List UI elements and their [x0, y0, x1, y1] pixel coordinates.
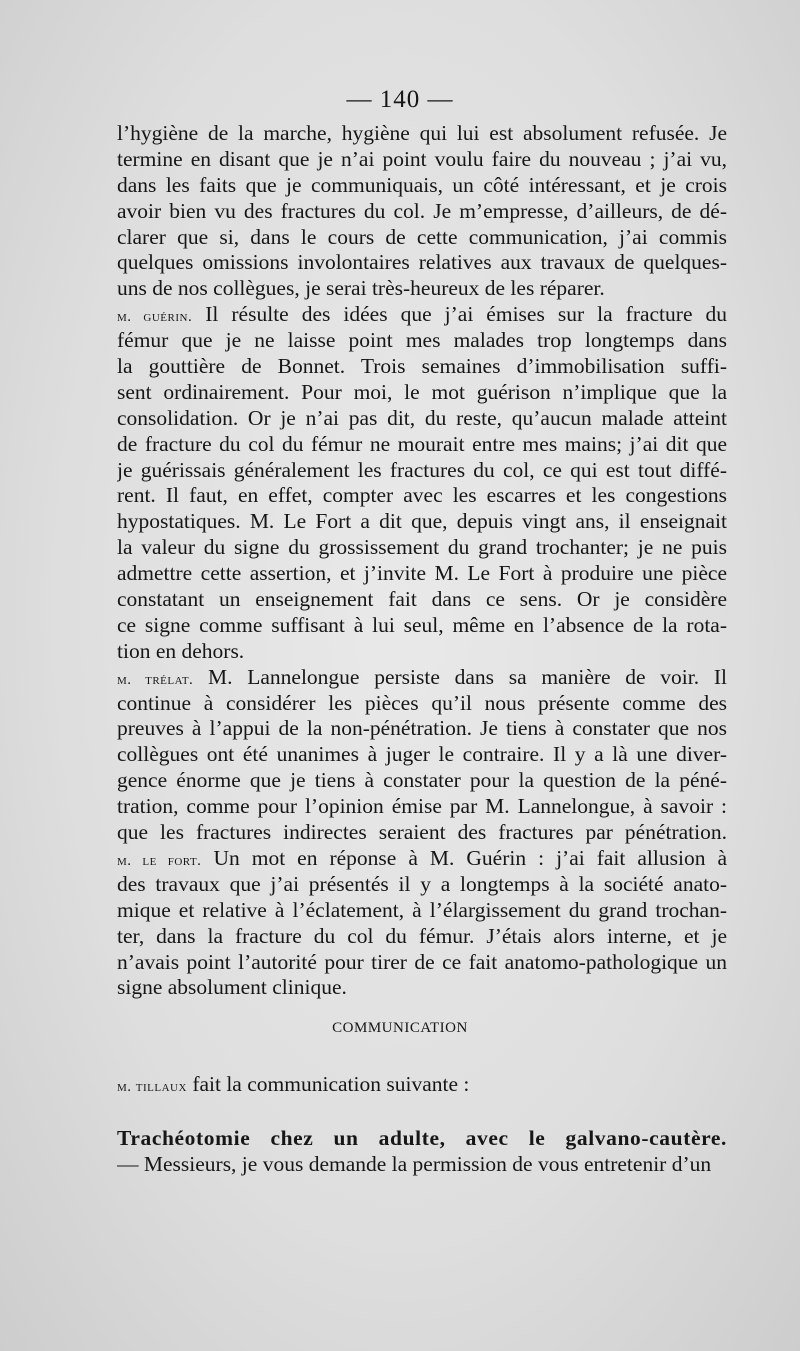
- line-text: n’avais point l’autorité pour tirer de ce fait anatomo-pathologique un: [117, 949, 727, 974]
- line-text: ter, dans la fracture du col du fémur. J’étais alors interne, et je: [117, 923, 727, 948]
- line-text: mique et relative à l’éclatement, à l’élargissement du grand trochan-: [117, 897, 727, 922]
- text-line: [117, 872, 727, 898]
- line-text: quelques omissions involontaires relatives aux travaux de quelques-: [117, 250, 727, 275]
- line-text: consolidation. Or je n’ai pas dit, du reste, qu’aucun malade atteint: [117, 405, 727, 430]
- article-title: Trachéotomie chez un adulte, avec le galvano-cautère.: [117, 1126, 727, 1150]
- speaker-name: m. guérin.: [117, 309, 193, 326]
- line-text: constatant un enseignement fait dans ce sens. Or je considère: [117, 587, 727, 612]
- line-text: termine en disant que je n’ai point voulu faire du nouveau ; j’ai vu,: [117, 146, 727, 171]
- intro-text: fait la communication suivante :: [192, 1072, 470, 1096]
- line-text: gence énorme que je tiens à constater pour la question de la péné-: [117, 768, 727, 793]
- article-title-block: [117, 1126, 727, 1178]
- line-text: collègues ont été unanimes à juger le contraire. Il y a là une diver-: [117, 742, 727, 767]
- text-line: [117, 898, 727, 924]
- text-line: [117, 950, 727, 976]
- text-line: [117, 846, 727, 872]
- line-text: la valeur du signe du grossissement du grand trochanter; je ne puis: [117, 535, 727, 560]
- text-line: [117, 302, 727, 328]
- text-line: [117, 121, 727, 147]
- text-line: [117, 380, 727, 406]
- text-line: [117, 250, 727, 276]
- line-text: M. Lannelongue persiste dans sa manière de voir. Il: [208, 664, 727, 689]
- speaker-name: m. tillaux: [117, 1079, 187, 1095]
- text-line: [117, 561, 727, 587]
- line-text: des travaux que j’ai présentés il y a longtemps à la société anato-: [117, 871, 727, 896]
- line-text: signe absolument clinique.: [117, 975, 347, 1000]
- text-line: [117, 691, 727, 717]
- text-line: [117, 458, 727, 484]
- speaker-name: m. le fort.: [117, 852, 202, 869]
- line-text: que les fractures indirectes seraient des fractures par pénétration.: [117, 820, 727, 845]
- line-text: tion en dehors.: [117, 638, 245, 663]
- page-number: — 140 —: [346, 86, 454, 113]
- text-line: [117, 225, 727, 251]
- line-text: clarer que si, dans le cours de cette communication, j’ai commis: [117, 224, 727, 249]
- text-line: [117, 509, 727, 535]
- text-line: [117, 768, 727, 794]
- line-text: uns de nos collègues, je serai très-heureux de les réparer.: [117, 276, 605, 301]
- text-line: [117, 716, 727, 742]
- line-text: hypostatiques. M. Le Fort a dit que, depuis vingt ans, il enseignait: [117, 509, 727, 534]
- text-line: [117, 794, 727, 820]
- text-line: [117, 483, 727, 509]
- line-text: preuves à l’appui de la non-pénétration. Je tiens à constater que nos: [117, 716, 727, 741]
- line-text: Un mot en réponse à M. Guérin : j’ai fait allusion à: [213, 845, 727, 870]
- line-text: fémur que je ne laisse point mes malades trop longtemps dans: [117, 328, 727, 353]
- text-line: [117, 276, 727, 302]
- text-line: [117, 975, 727, 1001]
- article-first-line: — Messieurs, je vous demande la permission de vous entretenir d’un: [117, 1151, 712, 1176]
- line-text: je guérissais généralement les fractures du col, ce qui est tout diffé-: [117, 457, 727, 482]
- text-line: [117, 924, 727, 950]
- text-line: [117, 587, 727, 613]
- text-line: [117, 199, 727, 225]
- line-text: tration, comme pour l’opinion émise par M. Lannelongue, à savoir :: [117, 794, 727, 819]
- line-text: avoir bien vu des fractures du col. Je m’empresse, d’ailleurs, de dé-: [117, 198, 727, 223]
- text-line: [117, 173, 727, 199]
- text-line: [117, 742, 727, 768]
- body-text: [117, 121, 727, 1001]
- line-text: rent. Il faut, en effet, compter avec les escarres et les congestions: [117, 483, 727, 508]
- text-line: [117, 328, 727, 354]
- line-text: sent ordinairement. Pour moi, le mot guérison n’implique que la: [117, 379, 727, 404]
- line-text: continue à considérer les pièces qu’il nous présente comme des: [117, 690, 727, 715]
- line-text: admettre cette assertion, et j’invite M. Le Fort à produire une pièce: [117, 561, 727, 586]
- intro-line: [117, 1071, 469, 1100]
- text-line: [117, 354, 727, 380]
- line-text: de fracture du col du fémur ne mourait entre mes mains; j’ai dit que: [117, 431, 727, 456]
- line-text: Il résulte des idées que j’ai émises sur la fracture du: [205, 302, 727, 327]
- line-text: dans les faits que je communiquais, un côté intéressant, et je crois: [117, 172, 727, 197]
- text-line: [117, 820, 727, 846]
- line-text: la gouttière de Bonnet. Trois semaines d’immobilisation suffi-: [117, 354, 727, 379]
- text-line: [117, 665, 727, 691]
- line-text: ce signe comme suffisant à lui seul, même en l’absence de la rota-: [117, 612, 727, 637]
- text-line: [117, 147, 727, 173]
- text-line: [117, 406, 727, 432]
- text-line: [117, 613, 727, 639]
- text-line: [117, 432, 727, 458]
- speaker-name: m. trélat.: [117, 671, 194, 688]
- line-text: l’hygiène de la marche, hygiène qui lui est absolument refusée. Je: [117, 121, 727, 145]
- section-heading: COMMUNICATION: [332, 1020, 468, 1036]
- text-line: [117, 639, 727, 665]
- text-line: [117, 535, 727, 561]
